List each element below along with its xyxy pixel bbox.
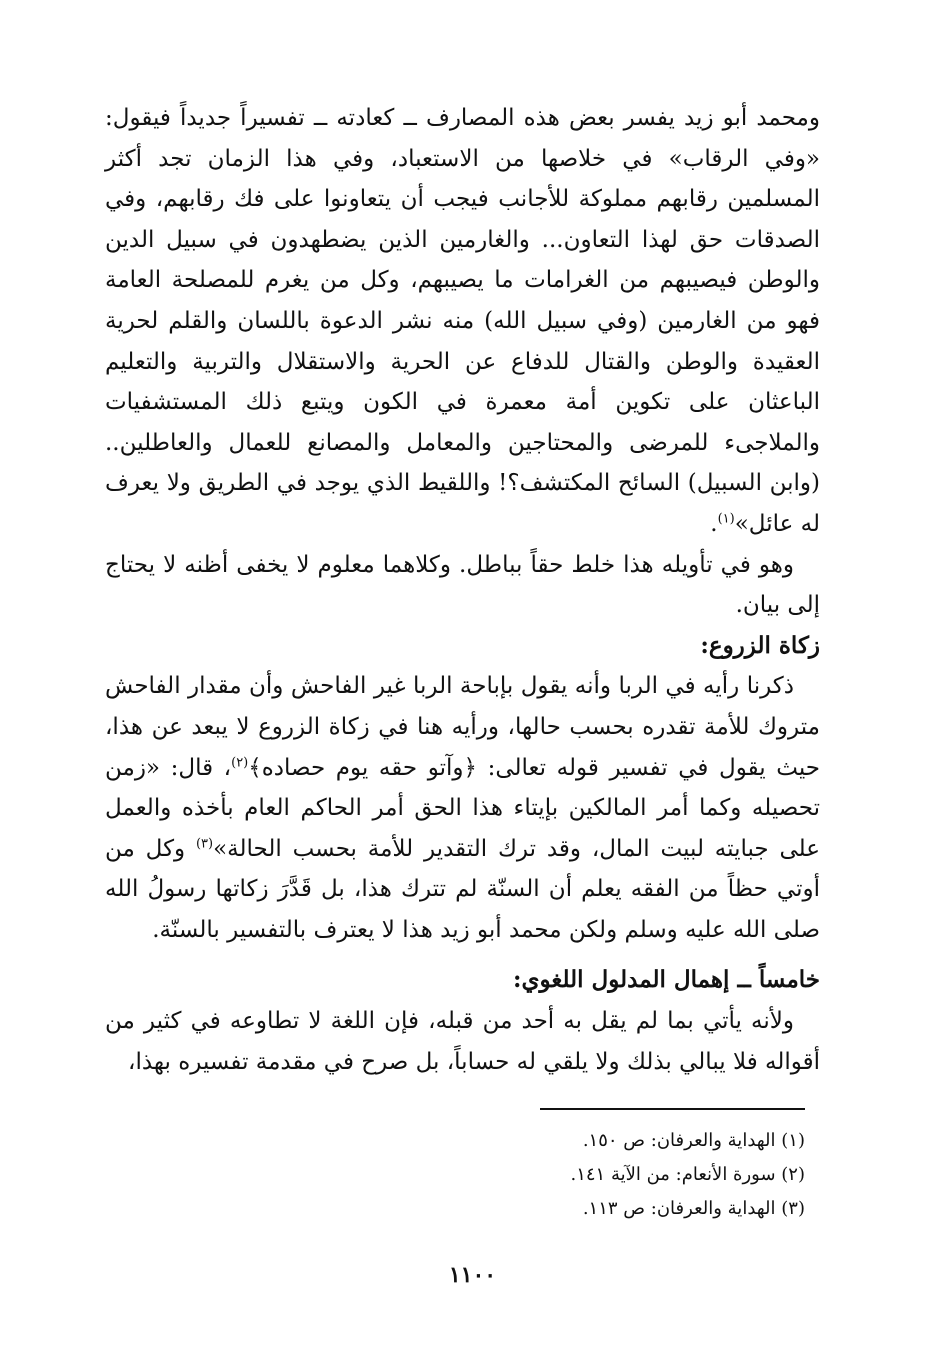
section-heading-zakat-crops: زكاة الزروع: bbox=[700, 631, 820, 659]
footnote-1: (١) الهداية والعرفان: ص ١٥٠. bbox=[582, 1130, 805, 1151]
footnote-2: (٢) سورة الأنعام: من الآية ١٤١. bbox=[570, 1164, 805, 1185]
footnote-3: (٣) الهداية والعرفان: ص ١١٣. bbox=[582, 1198, 805, 1219]
footnote-divider bbox=[540, 1108, 805, 1110]
page-number: ١١٠٠ bbox=[448, 1262, 497, 1288]
paragraph-quote: ومحمد أبو زيد يفسر بعض هذه المصارف ــ كعادته ــ تفسيراً جديداً فيقول: «وفي الرقاب» في خلاصها من الاستعباد، وفي هذا الزمان تجد أكثر المسلمين رقابهم مملوكة للأجانب فيجب أن يتعاونوا على فك رقابهم، وفي الصدقات حق لهذا التعاون... والغارمين الذين يضطهدون في سبيل الدين والوطن فيصيبهم من الغرامات ما يصيبهم، وكل من يغرم للمصلحة العامة فهو من الغارمين (وفي سبيل الله) منه نشر الدعوة باللسان والقلم لحرية العقيدة والوطن والقتال للدفاع عن الحرية والاستقلال والتربية والتعليم الباعثان على تكوين أمة معمرة في الكون ويتبع ذلك المستشفيات والملاجىء للمرضى والمحتاجين والمعامل والمصانع للعمال والعاطلين.. (وابن السبيل) السائح المكتشف؟! واللقيط الذي يوجد في الطريق ولا يعرف له عائل»$^{(١)}$. bbox=[105, 105, 820, 537]
main-text bbox=[105, 98, 820, 1082]
paragraph-language: ولأنه يأتي بما لم يقل به أحد من قبله، فإن اللغة لا تطاوعه في كثير من أقواله فلا يبالي بذلك ولا يلقي له حساباً، بل صرح في مقدمة تفسيره بهذا، bbox=[105, 1008, 820, 1075]
footnote-ref-1: (١) bbox=[717, 511, 735, 527]
footnotes bbox=[105, 1124, 805, 1226]
paragraph-comment: وهو في تأويله هذا خلط حقاً بباطل. وكلاهما معلوم لا يخفى أظنه لا يحتاج إلى بيان. bbox=[105, 551, 820, 619]
paragraph-zakat-crops: ذكرنا رأيه في الربا وأنه يقول بإباحة الربا غير الفاحش وأن مقدار الفاحش متروك للأمة تقدره بحسب حالها، ورأيه هنا في زكاة الزروع لا يبعد عن هذا، حيث يقول في تفسير قوله تعالى: ﴿وآتو حقه يوم حصاده﴾$^{(٢)}$، قال: «زمن تحصيله وكما أمر المالكين بإيتاء هذا الحق أمر الحاكم العام بأخذه والعمل على جبايته لبيت المال، وقد ترك التقدير للأمة بحسب الحالة»$^{(٣)}$ وكل من أوتي حظاً من الفقه يعلم أن السنّة لم تترك هذا، بل قَدَّرَ زكاتها رسولُ الله صلى الله عليه وسلم ولكن محمد أبو زيد هذا لا يعترف بالتفسير بالسنّة. bbox=[105, 673, 820, 943]
footnote-ref-3: (٣) bbox=[195, 836, 214, 852]
section-heading-fifth: خامساً ــ إهمال المدلول اللغوي: bbox=[513, 966, 820, 994]
footnote-ref-2: (٢) bbox=[231, 754, 249, 770]
